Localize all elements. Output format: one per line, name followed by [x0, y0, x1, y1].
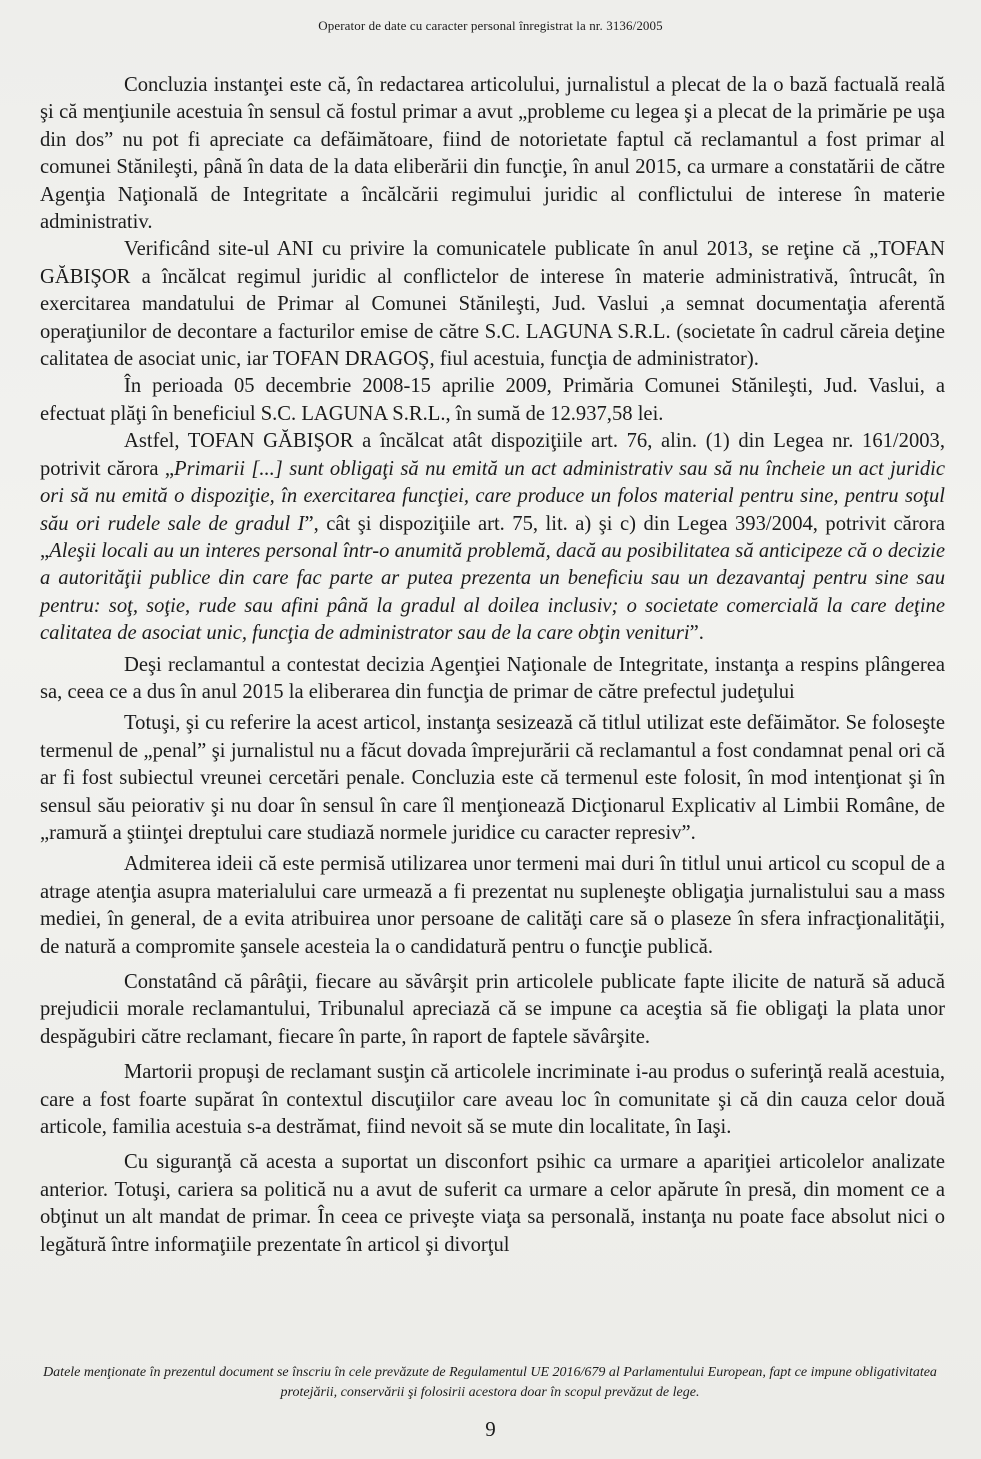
operator-header: Operator de date cu caracter personal înregistrat la nr. 3136/2005	[318, 18, 663, 33]
paragraph-psychological-discomfort: Cu siguranţă că acesta a suportat un disconfort psihic ca urmare a apariţiei articolelor analizate anterior. Totuşi, cariera sa politică nu a avut de suferit ca urmare a celor apărute în presă, din moment ce a obţinut un alt mandat de primar. În ceea ce priveşte viaţa sa personală, instanţa nu poate face absolut nici o legătură între informaţiile prezentate în articol şi divorţul	[40, 1151, 945, 1256]
paragraph-payments-period: În perioada 05 decembrie 2008-15 aprilie 2009, Primăria Comunei Stănileşti, Jud. Vaslui, a efectuat plăţi în beneficiul S.C. LAGUNA S.R.L., în sumă de 12.937,58 lei.	[40, 375, 945, 425]
page-number: 9	[485, 1417, 496, 1441]
paragraph-complaint-rejected: Deşi reclamantul a contestat decizia Agenţiei Naţionale de Integritate, instanţa a respins plângerea sa, ceea ce a dus în anul 2015 la eliberarea din funcţia de primar de către prefectul judeţului	[40, 653, 945, 703]
gdpr-footer-note: Datele menţionate în prezentul document se înscriu în cele prevăzute de Regulamentul UE 2016/679 al Parlamentului European, fapt ce impune obligativitatea protejării, conservării şi folosirii acestora doar în scopul prevăzut de lege.	[43, 1365, 937, 1400]
legal-middle-text: ”, cât şi dispoziţiile art. 75, lit. a) şi c) din Legea 393/2004, potrivit cărora „	[40, 512, 945, 562]
document-body	[40, 72, 945, 1259]
paragraph-ani-verification: Verificând site-ul ANI cu privire la comunicatele publicate în anul 2013, se reţine că „TOFAN GĂBIŞOR a încălcat regimul juridic al conflictelor de interese în materie administrativă, întrucât, în exercitarea mandatului de Primar al Comunei Stănileşti, Jud. Vaslui ,a semnat documentaţia aferentă operaţiunilor de decontare a facturilor emise de către S.C. LAGUNA S.R.L. (societate în cadrul căreia deţine calitatea de asociat unic, iar TOFAN DRAGOŞ, fiul acestuia, funcţia de administrator).	[40, 238, 945, 371]
paragraph-defamatory-title: Totuşi, şi cu referire la acest articol, instanţa sesizează că titlul utilizat este defăimător. Se foloseşte termenul de „penal” şi jurnalistul nu a făcut dovada împrejurării că reclamantul a fost condamnat penal ori că ar fi fost subiectul vreunei cercetări penale. Concluzia este că termenul este folosit, în mod intenţionat şi în sensul său peiorativ şi nu doar în sensul în care îl menţionează Dicţionarul Explicativ al Limbii Române, de „ramură a ştiinţei dreptului care studiază normele juridice cu caracter represiv”.	[40, 712, 945, 844]
paragraph-legal-provisions	[40, 428, 945, 647]
paragraph-harsh-terms: Admiterea ideii că este permisă utilizarea unor termeni mai duri în titlul unui articol cu scopul de a atrage atenţia asupra materialului care urmează a fi prezentat nu supleneşte obligaţia jurnalistului sau a mass mediei, în general, de a evita atribuirea unor persoane de calităţi care să o plaseze în sfera infracţionalităţii, de natură a compromite şansele acesteia la o candidatură pentru o funcţie publică.	[40, 853, 945, 958]
legal-intro-text: Astfel, TOFAN GĂBIŞOR a încălcat atât dispoziţiile art. 76, alin. (1) din Legea nr. 161/2003, potrivit cărora „	[40, 430, 945, 480]
paragraph-conclusion: Concluzia instanţei este că, în redactarea articolului, jurnalistul a plecat de la o bază factuală reală şi că menţiunile acestuia în sensul că fostul primar a avut „probleme cu legea şi a plecat de la primărie pe uşa din dos” nu pot fi apreciate ca defăimătoare, fiind de notorietate faptul că reclamantul a fost primar al comunei Stănileşti, până în data de la data eliberării din funcţie, în anul 2015, ca urmare a constatării de către Agenţia Naţională de Integritate a încălcării regimului juridic al conflictului de interese în materie administrativ.	[40, 74, 945, 234]
paragraph-damages: Constatând că pârâţii, fiecare au săvârşit prin articolele publicate fapte ilicite de natură să aducă prejudicii morale reclamantului, Tribunalul apreciază că se impune ca aceştia să fie obligaţi la plata unor despăgubiri către reclamant, fiecare în parte, în raport de faptele săvârşite.	[40, 971, 945, 1048]
paragraph-witnesses: Martorii propuşi de reclamant susţin că articolele incriminate i-au produs o suferinţă reală acestuia, care a fost foarte supărat în contextul discuţiilor care aveau loc în comunitate şi că din cauza celor două articole, familia acestuia s-a destrămat, fiind nevoit să se mute din localitate, în Iaşi.	[40, 1061, 945, 1139]
legal-end-text: ”.	[689, 622, 704, 645]
quote-law-393-2004: Aleşii locali au un interes personal într-o anumită problemă, dacă au posibilitatea să anticipeze că o decizie a autorităţii publice din care fac parte ar putea prezenta un beneficiu sau un dezavantaj pentru sine sau pentru: soţ, soţie, rude sau afini până la gradul al doilea inclusiv; o societate comercială la care deţine calitatea de asociat unic, funcţia de administrator sau de la care obţin venituri	[40, 539, 945, 645]
quote-law-161-2003: Primarii [...] sunt obligaţi să nu emită un act administrativ sau să nu încheie un act juridic ori să nu emită o dispoziţie, în exercitarea funcţiei, care produce un folos material pentru sine, pentru soţul său ori rudele sale de gradul I	[40, 457, 945, 535]
